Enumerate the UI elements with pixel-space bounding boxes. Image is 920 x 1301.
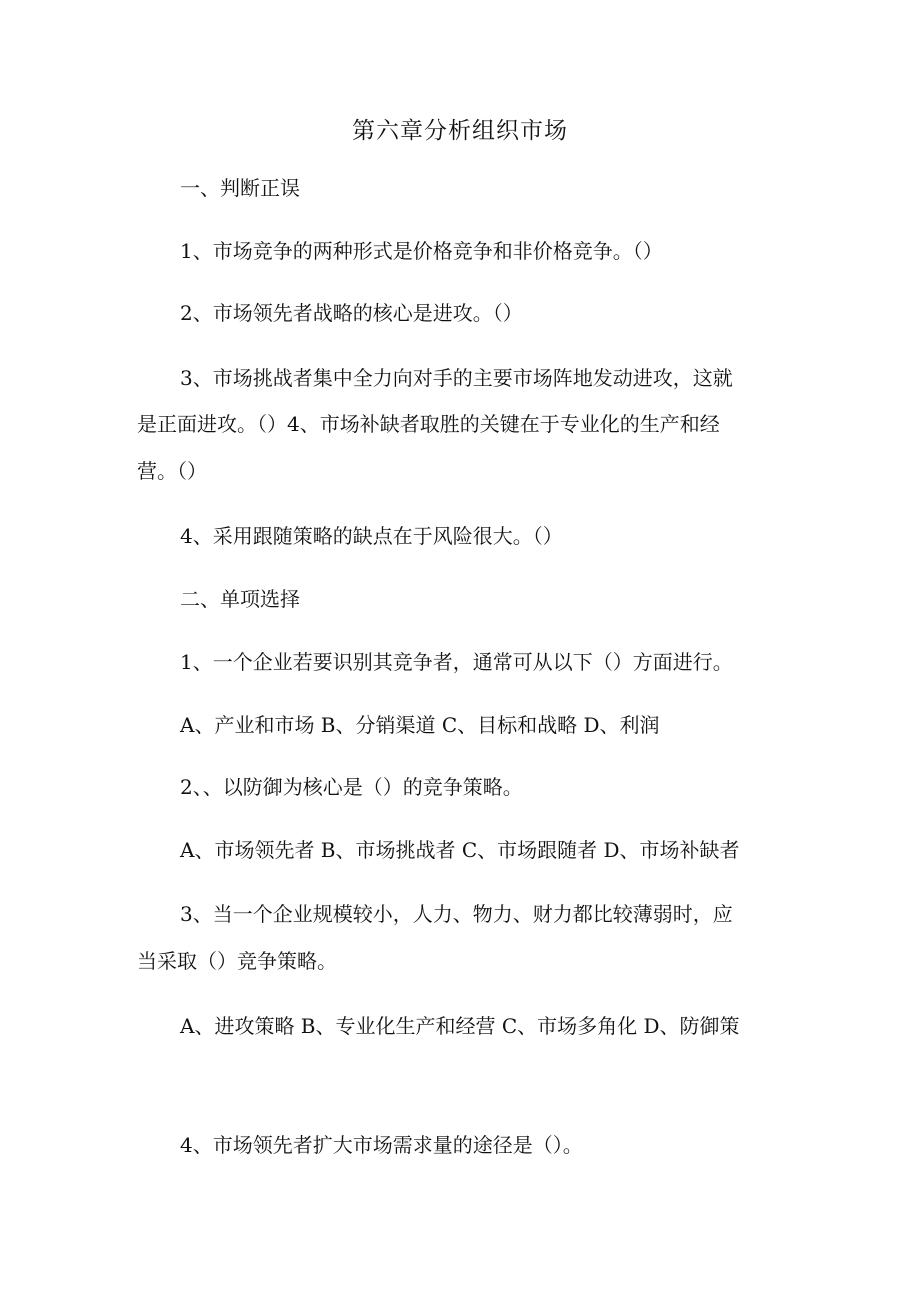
mc-question-3: 3、当一个企业规模较小，人力、物力、财力都比较薄弱时，应 xyxy=(180,902,733,926)
mc-question-3-continued: 当采取（）竞争策略。 xyxy=(137,949,337,973)
mc-question-1: 1、一个企业若要识别其竞争者，通常可从以下（）方面进行。 xyxy=(180,650,733,674)
tf-question-3-continued: 是正面进攻。（）4、市场补缺者取胜的关键在于专业化的生产和经 xyxy=(137,412,720,436)
page-title: 第六章分析组织市场 xyxy=(352,118,568,144)
mc-question-2-options: A、市场领先者 B、市场挑战者 C、市场跟随者 D、市场补缺者 xyxy=(180,838,740,862)
tf-question-3-end: 营。（） xyxy=(137,459,207,483)
mc-question-1-options: A、产业和市场 B、分销渠道 C、目标和战略 D、利润 xyxy=(180,713,660,737)
tf-question-3: 3、市场挑战者集中全力向对手的主要市场阵地发动进攻，这就 xyxy=(180,366,733,390)
tf-question-4: 4、采用跟随策略的缺点在于风险很大。（） xyxy=(180,524,563,548)
mc-question-3-options: A、进攻策略 B、专业化生产和经营 C、市场多角化 D、防御策 xyxy=(180,1014,740,1038)
tf-question-2: 2、市场领先者战略的核心是进攻。（） xyxy=(180,301,523,325)
mc-question-4: 4、市场领先者扩大市场需求量的途径是（）。 xyxy=(180,1133,583,1157)
tf-question-1: 1、市场竞争的两种形式是价格竞争和非价格竞争。（） xyxy=(180,239,663,263)
section-heading-true-false: 一、判断正误 xyxy=(180,176,300,200)
section-heading-single-choice: 二、单项选择 xyxy=(180,587,300,611)
mc-question-2: 2、、以防御为核心是（）的竞争策略。 xyxy=(180,775,523,799)
